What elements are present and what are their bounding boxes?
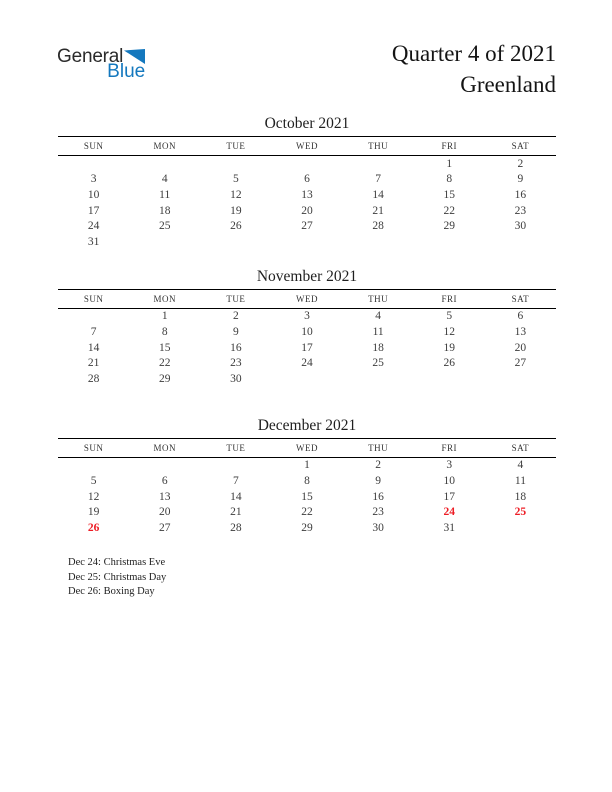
day-cell: 22 — [158, 357, 171, 370]
footnote-item: Dec 25: Christmas Day — [68, 571, 167, 583]
weekday-header-row — [58, 289, 556, 308]
day-cell: 13 — [301, 188, 313, 201]
weekday-header-cell: TUE — [200, 289, 271, 308]
day-cell: 11 — [159, 188, 171, 201]
logo-text-general: General — [57, 46, 124, 67]
week-row — [58, 520, 556, 536]
day-cell: 17 — [301, 341, 313, 354]
day-cell: 25 — [158, 220, 171, 233]
day-cell — [200, 156, 271, 172]
weekday-header-cell: SAT — [485, 137, 556, 156]
weekday-header-cell: FRI — [414, 438, 485, 457]
day-cell: 7 — [232, 474, 239, 487]
week-row — [58, 340, 556, 356]
day-cell — [129, 234, 200, 250]
week-row — [58, 489, 556, 505]
month-calendar-november — [58, 268, 556, 387]
day-cell: 26 — [443, 357, 456, 370]
week-row — [58, 234, 556, 250]
day-cell: 22 — [301, 506, 313, 519]
week-row — [58, 308, 556, 324]
logo-text-blue: Blue — [107, 61, 146, 82]
day-cell: 29 — [443, 220, 456, 233]
day-cell: 5 — [232, 173, 239, 186]
weekday-header-cell: WED — [271, 438, 342, 457]
general-blue-logo — [57, 47, 145, 80]
day-cell: 17 — [87, 204, 100, 217]
month-title: December 2021 — [257, 416, 357, 434]
day-cell — [58, 156, 129, 172]
day-cell: 30 — [372, 521, 384, 534]
weekday-header-cell: FRI — [414, 289, 485, 308]
day-cell: 9 — [517, 173, 524, 186]
day-cell: 26 — [87, 521, 100, 534]
day-cell: 27 — [158, 521, 171, 534]
page-subtitle: Greenland — [460, 72, 556, 97]
day-cell: 2 — [232, 310, 239, 323]
week-row — [58, 172, 556, 188]
day-cell — [200, 234, 271, 250]
month-table — [58, 289, 556, 387]
day-cell — [414, 234, 485, 250]
day-cell: 20 — [514, 341, 527, 354]
day-cell — [129, 156, 200, 172]
week-row — [58, 187, 556, 203]
day-cell: 30 — [230, 372, 242, 385]
week-row — [58, 324, 556, 340]
weekday-header-row — [58, 137, 556, 156]
title-block — [392, 38, 556, 100]
day-cell: 10 — [87, 188, 100, 201]
day-cell: 24 — [301, 357, 313, 370]
day-cell: 21 — [230, 506, 242, 519]
day-cell: 1 — [304, 459, 310, 472]
day-cell: 14 — [372, 188, 384, 201]
day-cell: 8 — [161, 325, 168, 338]
day-cell: 3 — [446, 459, 453, 472]
day-cell: 11 — [514, 474, 526, 487]
day-cell: 20 — [158, 506, 171, 519]
week-row — [58, 218, 556, 234]
day-cell: 19 — [87, 506, 100, 519]
week-row — [58, 371, 556, 387]
week-row — [58, 457, 556, 473]
day-cell: 29 — [301, 521, 313, 534]
day-cell: 7 — [375, 173, 381, 186]
day-cell: 20 — [301, 204, 313, 217]
day-cell: 13 — [514, 325, 527, 338]
day-cell: 25 — [514, 506, 527, 519]
weekday-header-row — [58, 438, 556, 457]
day-cell: 15 — [301, 490, 313, 503]
day-cell: 13 — [158, 490, 171, 503]
day-cell: 31 — [443, 521, 456, 534]
day-cell: 24 — [443, 506, 456, 519]
day-cell: 18 — [158, 204, 171, 217]
weekday-header-cell: WED — [271, 289, 342, 308]
weekday-header-cell: SUN — [58, 438, 129, 457]
day-cell: 15 — [158, 341, 171, 354]
day-cell — [271, 234, 342, 250]
day-cell: 14 — [230, 490, 242, 503]
day-cell — [485, 371, 556, 387]
day-cell: 14 — [87, 341, 100, 354]
week-row — [58, 156, 556, 172]
day-cell: 17 — [443, 490, 456, 503]
day-cell: 27 — [301, 220, 313, 233]
day-cell — [485, 234, 556, 250]
day-cell: 4 — [375, 310, 381, 323]
day-cell: 5 — [446, 310, 453, 323]
day-cell: 23 — [372, 506, 384, 519]
day-cell: 26 — [230, 220, 242, 233]
day-cell: 28 — [230, 521, 242, 534]
day-cell: 29 — [158, 372, 171, 385]
day-cell: 15 — [443, 188, 456, 201]
weekday-header-cell: SUN — [58, 137, 129, 156]
day-cell — [58, 308, 129, 324]
footnote-item: Dec 26: Boxing Day — [68, 586, 155, 598]
weekday-header-cell: THU — [343, 137, 414, 156]
weekday-header-cell: SAT — [485, 289, 556, 308]
day-cell: 18 — [514, 490, 527, 503]
week-row — [58, 473, 556, 489]
day-cell — [414, 371, 485, 387]
day-cell: 12 — [443, 325, 456, 338]
month-table — [58, 438, 556, 536]
day-cell: 19 — [230, 204, 242, 217]
weekday-header-cell: SUN — [58, 289, 129, 308]
month-title: November 2021 — [256, 267, 358, 285]
day-cell: 12 — [230, 188, 242, 201]
footnote-item: Dec 24: Christmas Eve — [68, 557, 166, 568]
week-row — [58, 504, 556, 520]
day-cell: 5 — [90, 474, 97, 487]
day-cell: 28 — [87, 372, 100, 385]
day-cell: 22 — [443, 204, 456, 217]
day-cell: 2 — [517, 157, 524, 170]
day-cell: 10 — [301, 325, 313, 338]
weekday-header-cell: MON — [129, 137, 200, 156]
day-cell: 30 — [514, 220, 527, 233]
day-cell: 3 — [304, 310, 310, 323]
day-cell: 24 — [87, 220, 100, 233]
calendars-container — [58, 115, 556, 554]
day-cell: 1 — [446, 157, 453, 170]
holiday-footnotes — [68, 556, 166, 600]
day-cell: 16 — [230, 341, 242, 354]
weekday-header-cell: THU — [343, 438, 414, 457]
day-cell: 10 — [443, 474, 456, 487]
day-cell — [343, 156, 414, 172]
day-cell — [271, 371, 342, 387]
weekday-header-cell: MON — [129, 438, 200, 457]
weekday-header-cell: MON — [129, 289, 200, 308]
day-cell: 8 — [304, 474, 310, 487]
day-cell: 21 — [87, 357, 100, 370]
day-cell: 6 — [304, 173, 310, 186]
day-cell: 4 — [161, 173, 168, 186]
day-cell: 2 — [375, 459, 381, 472]
day-cell: 11 — [372, 325, 384, 338]
weekday-header-cell: WED — [271, 137, 342, 156]
day-cell: 23 — [230, 357, 242, 370]
day-cell: 9 — [375, 474, 381, 487]
day-cell: 1 — [161, 310, 168, 323]
month-calendar-december — [58, 417, 556, 536]
day-cell: 21 — [372, 204, 384, 217]
day-cell — [271, 156, 342, 172]
day-cell — [200, 457, 271, 473]
day-cell: 8 — [446, 173, 453, 186]
weekday-header-cell: TUE — [200, 137, 271, 156]
day-cell: 25 — [372, 357, 384, 370]
month-table — [58, 136, 556, 250]
day-cell: 27 — [514, 357, 527, 370]
day-cell: 28 — [372, 220, 384, 233]
weekday-header-cell: SAT — [485, 438, 556, 457]
weekday-header-cell: TUE — [200, 438, 271, 457]
day-cell: 19 — [443, 341, 456, 354]
day-cell: 4 — [517, 459, 524, 472]
month-title: October 2021 — [264, 115, 350, 132]
day-cell: 18 — [372, 341, 384, 354]
day-cell: 6 — [517, 310, 524, 323]
month-calendar-october — [58, 115, 556, 250]
day-cell: 16 — [514, 188, 527, 201]
day-cell: 9 — [232, 325, 239, 338]
day-cell: 23 — [514, 204, 527, 217]
day-cell — [485, 520, 556, 536]
day-cell: 31 — [87, 235, 100, 248]
day-cell: 6 — [161, 474, 168, 487]
week-row — [58, 355, 556, 371]
weekday-header-cell: FRI — [414, 137, 485, 156]
day-cell: 12 — [87, 490, 100, 503]
page-title: Quarter 4 of 2021 — [391, 41, 556, 66]
weekday-header-cell: THU — [343, 289, 414, 308]
week-row — [58, 203, 556, 219]
day-cell — [343, 234, 414, 250]
day-cell: 16 — [372, 490, 384, 503]
day-cell: 3 — [90, 173, 97, 186]
day-cell — [58, 457, 129, 473]
day-cell: 7 — [90, 325, 97, 338]
day-cell — [129, 457, 200, 473]
day-cell — [343, 371, 414, 387]
